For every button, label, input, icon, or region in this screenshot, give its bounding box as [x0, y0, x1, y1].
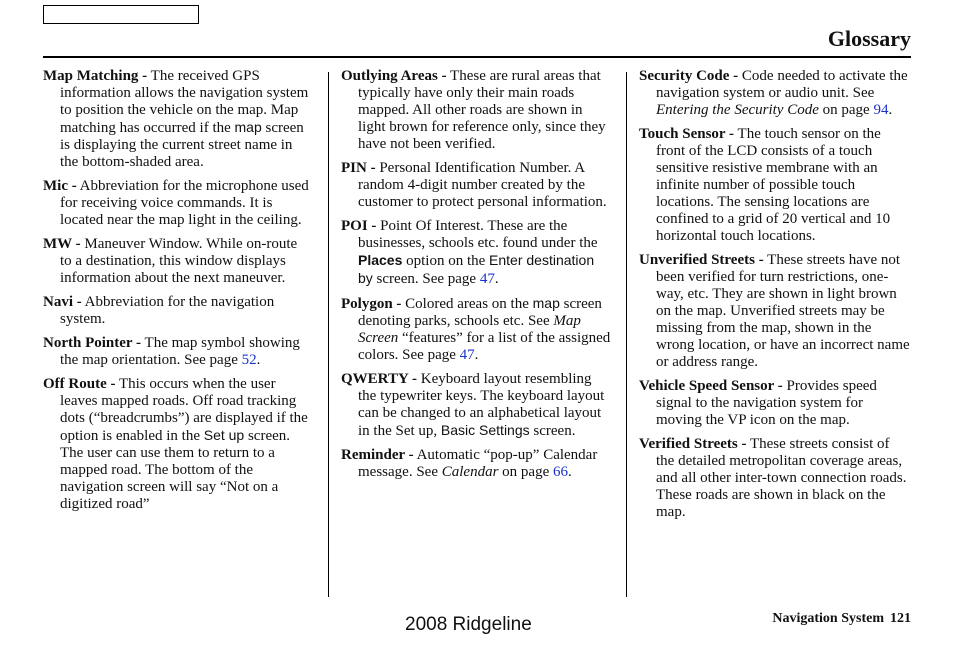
header-tab-box — [43, 5, 199, 24]
definition-text: . — [888, 102, 893, 118]
glossary-term: MW - — [43, 236, 81, 252]
definition-text: These are rural areas that typically have only their main roads mapped. All other roads are shown in light brown for reference only, since they have not been verified. — [358, 68, 606, 152]
screen-name-text: map — [234, 119, 262, 135]
definition-text: “features” for a list of the assigned colors. See page — [358, 330, 611, 363]
glossary-entry — [639, 126, 911, 245]
definition-text: screen denoting parks, schools etc. See — [358, 296, 602, 329]
definition-text: The received GPS information allows the navigation system to position the vehicle on the map. Map matching has occurred if the — [60, 68, 309, 136]
glossary-entry — [639, 378, 911, 429]
definition-text: . — [494, 271, 499, 287]
definition-text: Code needed to activate the navigation system or audio unit. See — [656, 68, 908, 101]
footer-section-label: Navigation System — [772, 611, 884, 626]
page-link[interactable]: 47 — [459, 347, 475, 363]
definition-text: . — [474, 347, 479, 363]
definition-text: Automatic “pop-up” Calendar message. See — [358, 447, 598, 480]
page-link[interactable]: 52 — [241, 352, 257, 368]
glossary-term: Outlying Areas - — [341, 68, 447, 84]
page-link[interactable]: 66 — [552, 464, 568, 480]
glossary-entry — [43, 236, 311, 287]
glossary-term: Vehicle Speed Sensor - — [639, 378, 783, 394]
reference-title: Entering the Security Code — [656, 102, 819, 118]
glossary-term: Unverified Streets - — [639, 252, 764, 268]
glossary-entry — [43, 178, 311, 229]
page-link[interactable]: 47 — [479, 271, 495, 287]
definition-text: The map symbol showing the map orientation. See page — [60, 335, 300, 368]
glossary-term: North Pointer - — [43, 335, 142, 351]
definition-text: Abbreviation for the microphone used for receiving voice commands. It is located near the map light in the ceiling. — [60, 178, 309, 228]
glossary-term: Mic - — [43, 178, 77, 194]
glossary-column-3 — [639, 68, 911, 528]
column-divider — [328, 72, 329, 597]
definition-text: Abbreviation for the navigation system. — [60, 294, 275, 327]
glossary-term: QWERTY - — [341, 371, 418, 387]
column-divider — [626, 72, 627, 597]
glossary-term: Off Route - — [43, 376, 116, 392]
glossary-term: Map Matching - — [43, 68, 148, 84]
glossary-entry — [639, 68, 911, 119]
header-rule — [43, 56, 911, 58]
footer-section — [772, 611, 911, 627]
glossary-term: Polygon - — [341, 296, 402, 312]
glossary-term: PIN - — [341, 160, 376, 176]
glossary-term: POI - — [341, 218, 377, 234]
glossary-entry — [639, 436, 911, 521]
screen-name-text: Set up — [203, 427, 245, 443]
definition-text: screen is displaying the current street name in the bottom-shaded area. — [60, 120, 304, 170]
definition-text: screen. See page — [372, 271, 480, 287]
definition-text: option on the — [402, 253, 490, 269]
definition-text: Maneuver Window. While on-route to a destination, this window displays information about the next maneuver. — [60, 236, 298, 286]
glossary-column-1 — [43, 68, 311, 520]
glossary-term: Reminder - — [341, 447, 414, 463]
screen-name-text: Enter destination by — [358, 252, 595, 286]
definition-text: screen. — [529, 423, 576, 439]
definition-text: on page — [818, 102, 874, 118]
definition-text: . — [256, 352, 261, 368]
footer-model-name: 2008 Ridgeline — [405, 614, 532, 635]
glossary-entry — [341, 68, 611, 153]
glossary-term: Verified Streets - — [639, 436, 747, 452]
definition-text: These streets have not been verified for turn restrictions, one-way, etc. They are shown in light brown on the map. Unverified streets may be missing from the map, shown in the wrong location, or have an incorrect name or address range. — [656, 252, 910, 370]
glossary-entry — [341, 295, 611, 364]
definition-text: screen. The user can use them to return to a mapped road. The bottom of the navigation screen will say “Not on a digitized road” — [60, 428, 291, 512]
definition-text: The touch sensor on the front of the LCD consists of a touch sensitive resistive membrane with an infinite number of possible touch locations. The sensing locations are confined to a grid of 20 vertical and 10 horizontal touch locations. — [656, 126, 891, 244]
definition-text: Colored areas on the — [401, 296, 533, 312]
screen-name-text: Basic Settings — [440, 422, 530, 438]
definition-text: . — [567, 464, 572, 480]
definition-text: Personal Identification Number. A random 4-digit number created by the customer to protect personal information. — [358, 160, 607, 210]
glossary-entry — [341, 371, 611, 440]
glossary-entry — [639, 252, 911, 371]
definition-text: These streets consist of the detailed metropolitan coverage areas, and all other inter-town connection roads. These roads are shown in black on the map. — [656, 436, 907, 520]
glossary-entry — [341, 447, 611, 481]
glossary-term: Touch Sensor - — [639, 126, 735, 142]
glossary-entry — [341, 218, 611, 288]
definition-text: Provides speed signal to the navigation system for moving the VP icon on the map. — [656, 378, 877, 428]
glossary-entry — [43, 68, 311, 171]
glossary-entry — [43, 376, 311, 513]
option-name-text: Places — [358, 252, 403, 268]
screen-name-text: map — [532, 295, 560, 311]
glossary-entry — [43, 335, 311, 369]
page-number: 121 — [890, 611, 911, 626]
definition-text: This occurs when the user leaves mapped roads. Off road tracking dots (“breadcrumbs”) are displayed if the option is enabled in the — [60, 376, 308, 444]
glossary-term: Security Code - — [639, 68, 739, 84]
page-link[interactable]: 94 — [873, 102, 889, 118]
definition-text: on page — [498, 464, 553, 480]
definition-text: Keyboard layout resembling the typewriter keys. The keyboard layout can be changed to an alphabetical layout in the Set up, — [358, 371, 605, 439]
glossary-entry — [341, 160, 611, 211]
definition-text: Point Of Interest. These are the businesses, schools etc. found under the — [358, 218, 598, 251]
page-title: Glossary — [827, 26, 911, 51]
glossary-entry — [43, 294, 311, 328]
reference-title: Calendar — [441, 464, 499, 480]
glossary-term: Navi - — [43, 294, 82, 310]
glossary-column-2 — [341, 68, 611, 488]
reference-title: Map Screen — [358, 313, 581, 346]
